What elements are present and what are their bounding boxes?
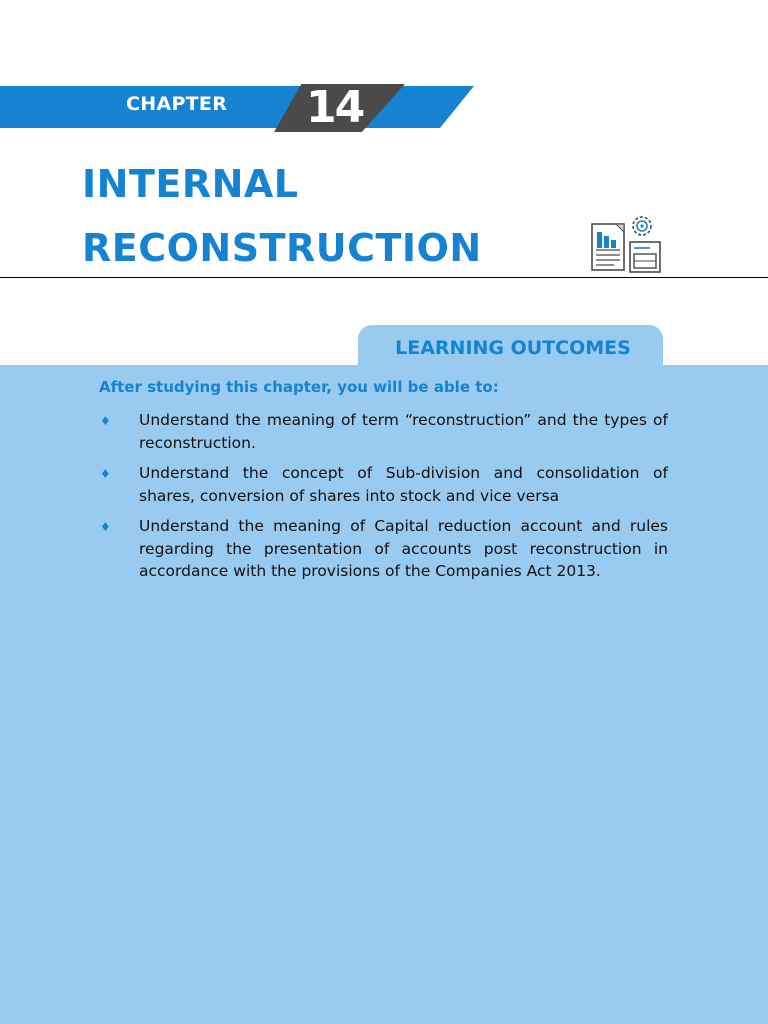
title-divider <box>0 277 768 278</box>
chapter-label: CHAPTER <box>126 93 228 115</box>
outcome-text: Understand the meaning of Capital reduction account and rules regarding the presentation of accounts post reconstruction in accordance with the provisions of the Companies Act 2013. <box>139 517 668 580</box>
documents-with-chart-and-gear-icon <box>588 212 664 280</box>
chapter-banner <box>0 84 474 128</box>
chapter-title-line-2: RECONSTRUCTION <box>82 226 482 270</box>
list-item <box>100 409 668 454</box>
learning-outcomes-intro: After studying this chapter, you will be able to: <box>99 378 499 396</box>
list-item <box>100 515 668 583</box>
diamond-bullet-icon: ♦ <box>100 414 111 428</box>
diamond-bullet-icon: ♦ <box>100 467 111 481</box>
outcome-text: Understand the meaning of term “reconstruction” and the types of reconstruction. <box>139 411 668 452</box>
learning-outcomes-heading: LEARNING OUTCOMES <box>395 337 631 359</box>
learning-outcomes-list <box>100 409 668 591</box>
outcome-text: Understand the concept of Sub-division and consolidation of shares, conversion of shares into stock and vice versa <box>139 464 668 505</box>
list-item <box>100 462 668 507</box>
diamond-bullet-icon: ♦ <box>100 520 111 534</box>
chapter-number: 14 <box>306 82 364 133</box>
chapter-banner-shape <box>0 84 474 132</box>
chapter-title-line-1: INTERNAL <box>82 162 299 206</box>
